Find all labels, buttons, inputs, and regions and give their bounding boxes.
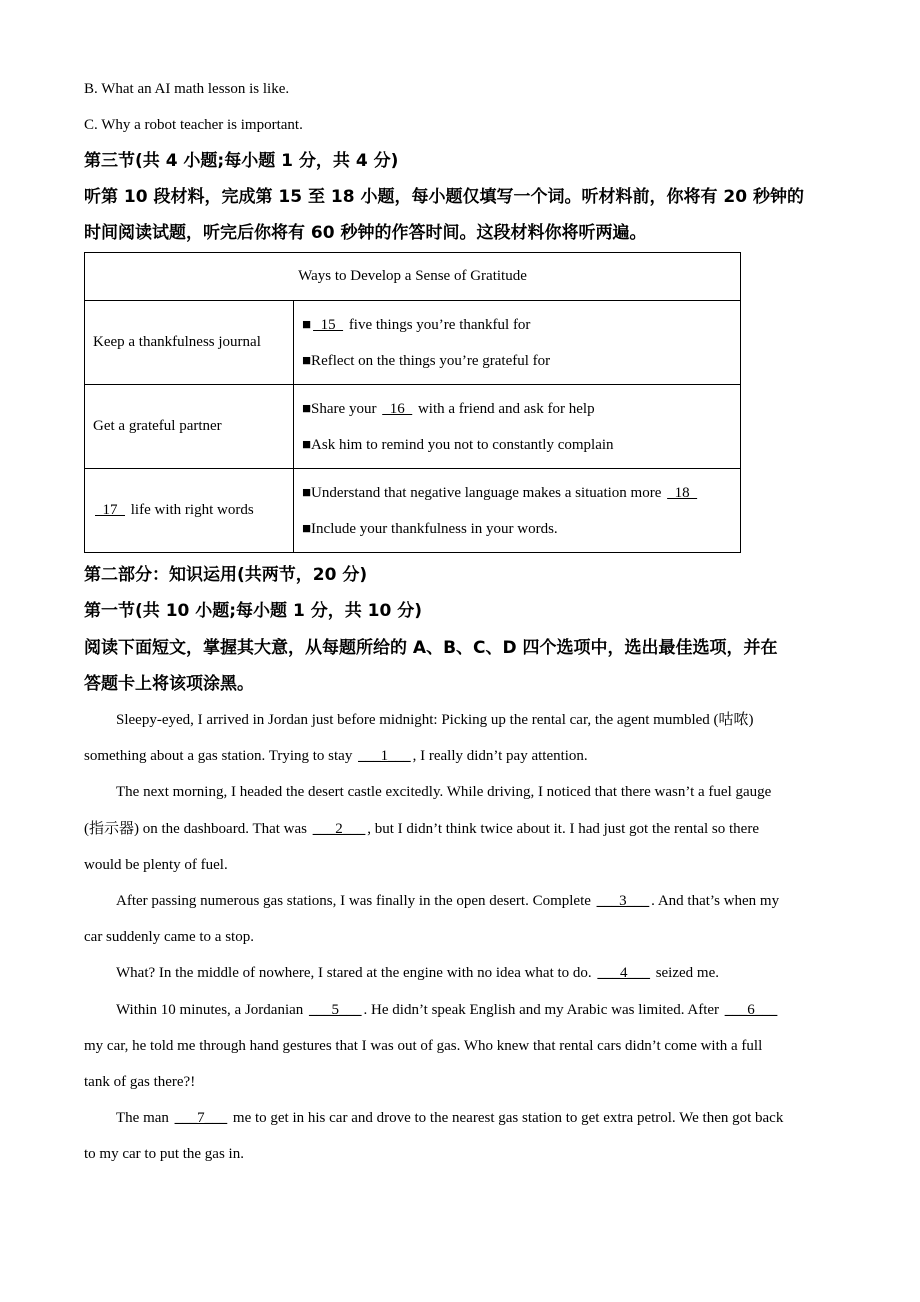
section3-heading: 第三节(共 4 小题;每小题 1 分，共 4 分) (84, 151, 399, 171)
passage-line (116, 1108, 783, 1128)
table-right-cell (294, 469, 741, 553)
text-segment: The next morning, I headed the desert castle excitedly. While driving, I noticed that there wasn’t a fuel gauge (116, 784, 772, 801)
answer-blank: ___2___ (312, 820, 366, 837)
table-bullet (302, 343, 732, 379)
text-segment: something about a gas station. Trying to stay (84, 748, 357, 765)
passage-line (116, 782, 771, 802)
table-left-cell (85, 385, 294, 469)
table-bullet (302, 427, 732, 463)
text-segment: (指示器) on the dashboard. That was (84, 820, 311, 837)
text-segment: Within 10 minutes, a Jordanian (116, 1001, 308, 1018)
text-segment: The man (116, 1110, 173, 1127)
text-segment: Keep a thankfulness journal (93, 334, 261, 350)
text-segment: What? In the middle of nowhere, I stared at the engine with no idea what to do. (116, 965, 596, 982)
passage-line (116, 963, 719, 983)
answer-blank: 18 (667, 484, 698, 501)
part2-instruction: 阅读下面短文，掌握其大意，从每题所给的 A、B、C、D 四个选项中，选出最佳选项，并在 (84, 638, 778, 658)
text-segment: ■Reflect on the things you’re grateful for (302, 352, 551, 369)
text-segment: ■Ask him to remind you not to constantly complain (302, 436, 614, 453)
text-segment: Get a grateful partner (93, 418, 222, 434)
answer-blank: ___6___ (724, 1001, 778, 1018)
passage-line (84, 1036, 762, 1056)
text-segment: my car, he told me through hand gestures that I was out of gas. Who knew that rental cars didn’t come with a full (84, 1037, 763, 1054)
text-segment: to my car to put the gas in. (84, 1146, 244, 1163)
part2-section1-heading: 第一节(共 10 小题;每小题 1 分，共 10 分) (84, 601, 422, 621)
passage-line (116, 1000, 779, 1020)
table-right-cell (294, 301, 741, 385)
passage-line (84, 746, 588, 766)
answer-blank: 15 (313, 316, 344, 333)
answer-blank: 16 (382, 400, 413, 417)
passage-line (84, 1144, 244, 1164)
passage-line (116, 710, 754, 730)
table-left-cell (85, 301, 294, 385)
part2-instruction-cont: 答题卡上将该项涂黑。 (84, 674, 254, 694)
text-segment: , I really didn’t pay attention. (412, 748, 588, 765)
answer-blank: ___4___ (597, 965, 650, 982)
text-segment: Sleepy-eyed, I arrived in Jordan just before midnight: Picking up the rental car, the agent mumbled (咕哝) (116, 712, 754, 728)
passage-line (84, 927, 254, 947)
option-c: C. Why a robot teacher is important. (84, 117, 303, 133)
section3-instruction-cont: 时间阅读试题，听完后你将有 60 秒钟的作答时间。这段材料你将听两遍。 (84, 223, 647, 243)
part2-heading: 第二部分：知识运用(共两节，20 分) (84, 565, 368, 585)
text-segment: ■Include your thankfulness in your words. (302, 520, 558, 537)
text-segment: with a friend and ask for help (414, 400, 595, 417)
text-segment: tank of gas there?! (84, 1074, 196, 1090)
text-segment: life with right words (127, 502, 254, 518)
section3-instruction: 听第 10 段材料，完成第 15 至 18 小题，每小题仅填写一个词。听材料前，你将有 20 秒钟的 (84, 187, 804, 207)
text-segment: ■Understand that negative language makes a situation more (302, 484, 666, 501)
passage-line (84, 819, 759, 839)
answer-blank: ___7___ (174, 1110, 228, 1127)
answer-blank: 17 (95, 502, 125, 518)
text-segment: ■ (302, 316, 312, 333)
passage-line (116, 891, 779, 911)
table-bullet (302, 475, 732, 511)
text-segment: , but I didn’t think twice about it. I had just got the rental so there (367, 820, 759, 837)
passage-line (84, 855, 228, 875)
gratitude-table (84, 252, 741, 553)
table-right-cell (294, 385, 741, 469)
table-title: Ways to Develop a Sense of Gratitude (85, 253, 741, 301)
text-segment: . He didn’t speak English and my Arabic was limited. After (363, 1001, 723, 1018)
answer-blank: ___3___ (596, 893, 650, 909)
text-segment: After passing numerous gas stations, I was finally in the open desert. Complete (116, 893, 595, 909)
table-bullet (302, 307, 732, 343)
text-segment: car suddenly came to a stop. (84, 929, 254, 946)
text-segment: five things you’re thankful for (345, 316, 531, 333)
table-bullet (302, 391, 732, 427)
text-segment: seized me. (651, 965, 719, 982)
answer-blank: ___1___ (358, 748, 411, 765)
text-segment: ■Share your (302, 400, 381, 417)
text-segment: . And that’s when my (651, 893, 780, 909)
text-segment: me to get in his car and drove to the nearest gas station to get extra petrol. We then got back (229, 1110, 784, 1127)
passage-line (84, 1072, 195, 1092)
option-b: B. What an AI math lesson is like. (84, 81, 290, 97)
answer-blank: ___5___ (309, 1001, 362, 1018)
table-bullet (302, 511, 732, 547)
text-segment: would be plenty of fuel. (84, 856, 228, 873)
table-left-cell (85, 469, 294, 553)
